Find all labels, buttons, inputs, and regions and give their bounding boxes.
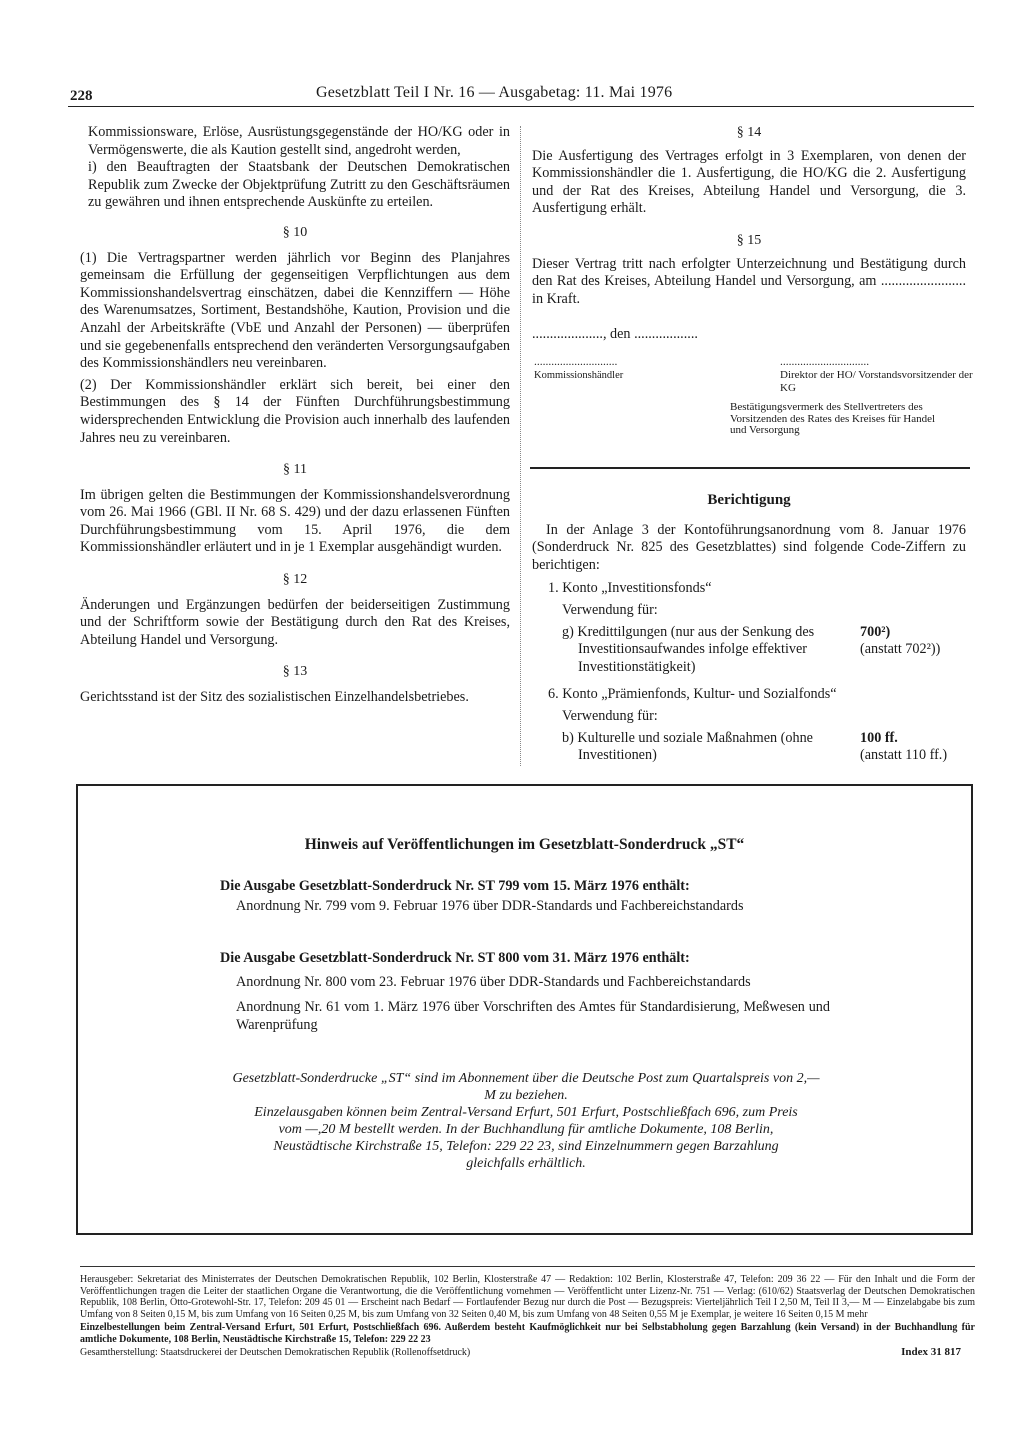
imprint-orders: Einzelbestellungen beim Zentral-Versand Erfurt, 501 Erfurt, Postschließfach 696. Außerdem besteht Kaufmöglichkeit nur bei Selbstabholung gegen Barzahlung (kein Versand) in der Buchhandlung für amtliche Dokumente, 108 Berlin, Neustädtische Kirchstraße 15, Telefon: 229 22 23	[80, 1322, 975, 1345]
section-10-para-1: (1) Die Vertragspartner werden jährlich vor Beginn des Planjahres gemeinsam die Erfüllung der gegenseitigen Verpflichtungen aus dem Kommissionshandelsvertrag einschätzen, dabei die Kennziffern — Höhe des Warenumsatzes, Sortiment, Bestandshöhe, Kaution, Provision und die Anzahl der Arbeitskräfte (VbE und Anzahl der Personen) — überprüfen und sie gegebenenfalls entsprechend den veränderten Versorgungsaufgaben des Kommissionshändlers neu vereinbaren.	[80, 249, 510, 372]
section-11-title: § 11	[283, 462, 307, 478]
berichtigung-section	[532, 492, 966, 765]
section-12-para: Änderungen und Ergänzungen bedürfen der beiderseitigen Zustimmung und der Schriftform sowie der Bestätigung durch den Rat des Kreises, Abteilung Handel und Versorgung.	[80, 596, 510, 648]
konto-1: 1. Konto „Investitionsfonds“	[548, 580, 712, 597]
correction-row-b	[532, 730, 966, 765]
section-13-title: § 13	[282, 664, 308, 680]
right-column	[532, 124, 966, 344]
verwendung-1: Verwendung für:	[562, 601, 658, 618]
st800-heading: Die Ausgabe Gesetzblatt-Sonderdruck Nr. ST 800 vom 31. März 1976 enthält:	[220, 950, 690, 966]
left-column	[80, 124, 510, 707]
page-number: 228	[70, 88, 93, 104]
berichtigung-intro: In der Anlage 3 der Kontoführungsanordnung vom 8. Januar 1976 (Sonderdruck Nr. 825 des Gesetzblattes) sind folgende Code-Ziffern zu berichtigen:	[532, 521, 966, 573]
correction-g-values	[844, 624, 966, 677]
signature-director	[780, 356, 980, 394]
section-14-title: § 14	[736, 125, 762, 140]
section-11-para: Im übrigen gelten die Bestimmungen der Kommissionshandelsverordnung vom 26. Mai 1966 (GBl. II Nr. 68 S. 429) und der dazu erlassenen Fünften Durchführungsbestimmung vom 15. April 1976, die dem Kommissionshändler erläutert und in je 1 Exemplar ausgehändigt wurden.	[80, 486, 510, 556]
correction-g-text: g) Kredittilgungen (nur aus der Senkung des Investitionsaufwandes infolge effektiver Investitionstätigkeit)	[562, 623, 815, 675]
section-10-para-2: (2) Der Kommissionshändler erklärt sich bereit, bei einer den Bestimmungen des § 14 der Fünften Durchführungsbestimmung widersprechenden Entwicklung die Provision auch innerhalb des laufenden Jahres neu zu vereinbaren.	[80, 376, 510, 446]
st799-block	[220, 878, 830, 915]
signature-director-label: Direktor der HO/ Vorstandsvorsitzender der KG	[780, 369, 973, 394]
correction-g-instead: (anstatt 702²))	[860, 641, 941, 658]
verwendung-6: Verwendung für:	[562, 707, 658, 724]
signature-merchant-label: Kommissionshändler	[534, 370, 624, 381]
signature-merchant-dots: .............................	[534, 356, 618, 368]
correction-b-text: b) Kulturelle und soziale Maßnahmen (ohne Investitionen)	[562, 729, 813, 764]
notice-box	[76, 784, 973, 1235]
column-divider	[520, 126, 521, 766]
section-15-para: Dieser Vertrag tritt nach erfolgter Unterzeichnung und Bestätigung durch den Rat des Kreises, Abteilung Handel und Versorgung, am ........................ in Kraft.	[532, 255, 966, 307]
konto-6: 6. Konto „Prämienfonds, Kultur- und Sozialfonds“	[548, 686, 837, 703]
gazette-header-title: Gesetzblatt Teil I Nr. 16 — Ausgabetag: 11. Mai 1976	[316, 84, 673, 101]
signature-director-dots: ...............................	[780, 356, 870, 368]
imprint-publisher: Herausgeber: Sekretariat des Ministerrates der Deutschen Demokratischen Republik, 102 Berlin, Klosterstraße 47 — Redaktion: 102 Berlin, Klosterstraße 47, Telefon: 209 36 22 — Für den Inhalt und die Form der Veröffentlichungen tragen die Leiter der staatlichen Organe die Verantwortung, die die Veröffentlichung vornehmen — Veröffentlicht unter Lizenz-Nr. 751 — Verlag: (610/62) Staatsverlag der Deutschen Demokratischen Republik, 108 Berlin, Otto-Grotewohl-Str. 17, Telefon: 209 45 01 — Erscheint nach Bedarf — Fortlaufender Bezug nur durch die Post — Bezugspreis: Vierteljährlich Teil I 2,50 M, Teil II 3,— M — Einzelabgabe bis zum Umfang von 8 Seiten 0,15 M, bis zum Umfang von 16 Seiten 0,25 M, bis zum Umfang von 32 Seiten 0,40 M, bis zum Umfang von 48 Seiten 0,55 M je Exemplar, je weitere 16 Seiten 0,15 M mehr	[80, 1274, 975, 1320]
st799-heading: Die Ausgabe Gesetzblatt-Sonderdruck Nr. ST 799 vom 15. März 1976 enthält:	[220, 878, 690, 894]
st799-item: Anordnung Nr. 799 vom 9. Februar 1976 über DDR-Standards und Fachbereichstandards	[236, 897, 744, 914]
section-15-title: § 15	[736, 232, 762, 248]
header-rule	[68, 106, 974, 107]
index-number: Index 31 817	[901, 1345, 961, 1358]
signature-merchant	[534, 356, 734, 382]
correction-b-code: 100 ff.	[860, 729, 898, 746]
correction-g-code: 700²)	[860, 623, 891, 640]
imprint-printer: Gesamtherstellung: Staatsdruckerei der Deutschen Demokratischen Republik (Rollenoffsetdruck)	[80, 1346, 471, 1358]
correction-b-values	[844, 730, 966, 765]
berichtigung-rule	[530, 467, 970, 469]
st800-item-2: Anordnung Nr. 61 vom 1. März 1976 über Vorschriften des Amtes für Standardisierung, Meßwesen und Warenprüfung	[236, 999, 830, 1033]
subscription-note: Gesetzblatt-Sonderdrucke „ST“ sind im Abonnement über die Deutsche Post zum Quartalspreis von 2,— M zu beziehen.	[232, 1071, 820, 1103]
st800-block	[220, 950, 830, 1034]
correction-row-g	[532, 624, 966, 677]
confirmation-note: Bestätigungsvermerk des Stellvertreters des Vorsitzenden des Rates des Kreises für Handel und Versorgung	[730, 401, 936, 436]
item-i: i) den Beauftragten der Staatsbank der Deutschen Demokratischen Republik zum Zwecke der Objektprüfung Zutritt zu den Geschäftsräumen zu gewähren und ihnen entsprechende Auskünfte zu erteilen.	[88, 159, 510, 211]
section-14-para: Die Ausfertigung des Vertrages erfolgt in 3 Exemplaren, von denen der Kommissionshändler die 1. Ausfertigung, die HO/KG die 2. Ausfertigung und der Rat des Kreises, Abteilung Handel und Versorgung, die 3. Ausfertigung erhält.	[532, 147, 966, 217]
notice-title: Hinweis auf Veröffentlichungen im Gesetzblatt-Sonderdruck „ST“	[304, 836, 745, 853]
st800-item-1: Anordnung Nr. 800 vom 23. Februar 1976 über DDR-Standards und Fachbereichstandards	[236, 973, 751, 990]
section-13-para: Gerichtsstand ist der Sitz des sozialistischen Einzelhandelsbetriebes.	[80, 689, 469, 706]
single-issue-note: Einzelausgaben können beim Zentral-Versand Erfurt, 501 Erfurt, Postschließfach 696, zum Preis vom —,20 M bestellt werden. In der Buchhandlung für amtliche Dokumente, 108 Berlin, Neustädtische Kirchstraße 15, Telefon: 229 22 23, sind Einzelnummern gegen Barzahlung gleichfalls erhältlich.	[254, 1105, 798, 1171]
correction-b-instead: (anstatt 110 ff.)	[860, 747, 948, 764]
footer-rule	[80, 1266, 975, 1267]
imprint-footer	[80, 1274, 975, 1358]
berichtigung-title: Berichtigung	[707, 492, 791, 508]
section-12-title: § 12	[282, 572, 308, 588]
section-10-title: § 10	[282, 224, 308, 240]
imprint-last-line	[80, 1347, 975, 1359]
date-place-line: ...................., den ..................	[532, 326, 698, 343]
continued-paragraph: Kommissionsware, Erlöse, Ausrüstungsgegenstände der HO/KG oder in Vermögenswerte, die als Kaution gestellt sind, angedroht werden,	[88, 124, 510, 158]
